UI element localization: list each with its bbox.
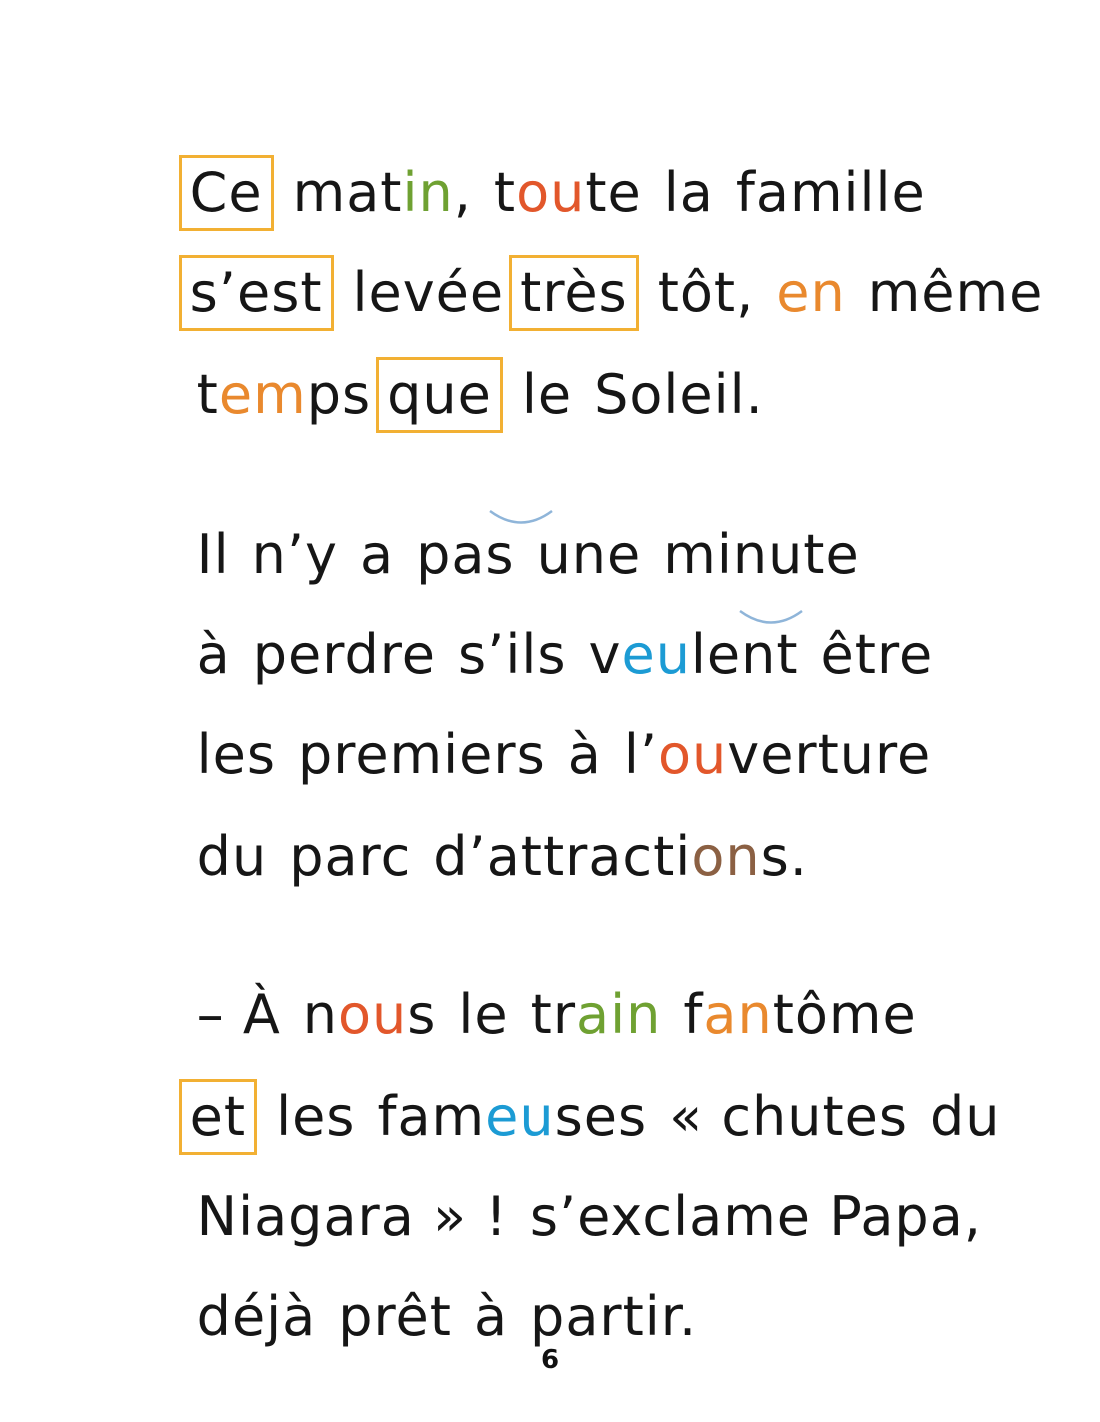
word: à	[567, 723, 602, 786]
highlighted-sound: en	[776, 261, 846, 324]
highlighted-sound: on	[691, 825, 761, 888]
word: être	[820, 623, 934, 686]
highlighted-sound: eu	[621, 623, 691, 686]
word: le	[521, 363, 573, 426]
p1-line-2	[124, 188, 1044, 324]
word: matin,	[292, 161, 472, 224]
page-number: 6	[540, 1345, 560, 1375]
word: les	[276, 1085, 356, 1148]
sight-word-box: s’est	[182, 258, 331, 328]
p2-line-2	[124, 550, 934, 686]
word: fameuses	[377, 1085, 648, 1148]
word: parc	[289, 825, 412, 888]
highlighted-sound: ou	[516, 161, 586, 224]
word: « chutes	[669, 1085, 908, 1148]
p3-line-2	[124, 1012, 1001, 1148]
sight-word-box: Ce	[182, 158, 271, 228]
word: à	[196, 623, 231, 686]
word: veulent	[588, 623, 799, 686]
word: fantôme	[683, 983, 917, 1046]
word: a	[359, 523, 395, 586]
word: temps	[196, 363, 372, 426]
p2-line-3	[124, 650, 932, 786]
word: déjà	[196, 1285, 317, 1348]
word: train	[530, 983, 662, 1046]
p3-line-1	[124, 910, 917, 1046]
highlighted-sound: em	[218, 363, 307, 426]
p3-line-4	[124, 1212, 698, 1348]
word: du	[929, 1085, 1001, 1148]
p1-line-3	[124, 290, 764, 426]
word: l’ouverture	[623, 723, 932, 786]
sight-word-box: très	[512, 258, 636, 328]
word: même	[867, 261, 1044, 324]
word: une	[536, 523, 642, 586]
sight-word-box: et	[182, 1082, 254, 1152]
highlighted-sound: in	[402, 161, 454, 224]
highlighted-sound: ain	[576, 983, 662, 1046]
word: tôt,	[657, 261, 755, 324]
word: pas	[416, 523, 515, 586]
word: Il	[196, 523, 230, 586]
word: Niagara » !	[196, 1185, 508, 1248]
liaison-arc	[488, 508, 554, 526]
word: premiers	[298, 723, 546, 786]
p3-line-3	[124, 1112, 982, 1248]
sight-word-box: que	[379, 360, 500, 430]
p2-line-4	[124, 752, 808, 888]
highlighted-sound: ou	[338, 983, 408, 1046]
word: s’exclame Papa,	[529, 1185, 982, 1248]
word: les	[196, 723, 277, 786]
liaison-arc	[738, 608, 804, 626]
word: n’y	[251, 523, 338, 586]
highlighted-sound: eu	[485, 1085, 555, 1148]
highlighted-sound: an	[703, 983, 773, 1046]
word: s’ils	[458, 623, 567, 686]
word: – À	[196, 983, 281, 1046]
word: levée	[352, 261, 505, 324]
word: prêt	[338, 1285, 452, 1348]
word: partir.	[530, 1285, 698, 1348]
word: perdre	[252, 623, 437, 686]
highlighted-sound: ou	[657, 723, 728, 786]
word: Soleil.	[594, 363, 764, 426]
word: minute	[663, 523, 860, 586]
word: d’attractions.	[433, 825, 808, 888]
word: toute	[493, 161, 642, 224]
p1-line-1	[124, 88, 926, 224]
word: nous	[302, 983, 437, 1046]
word: du	[196, 825, 268, 888]
word: la	[663, 161, 714, 224]
word: le	[458, 983, 509, 1046]
word: à	[473, 1285, 509, 1348]
word: famille	[735, 161, 926, 224]
